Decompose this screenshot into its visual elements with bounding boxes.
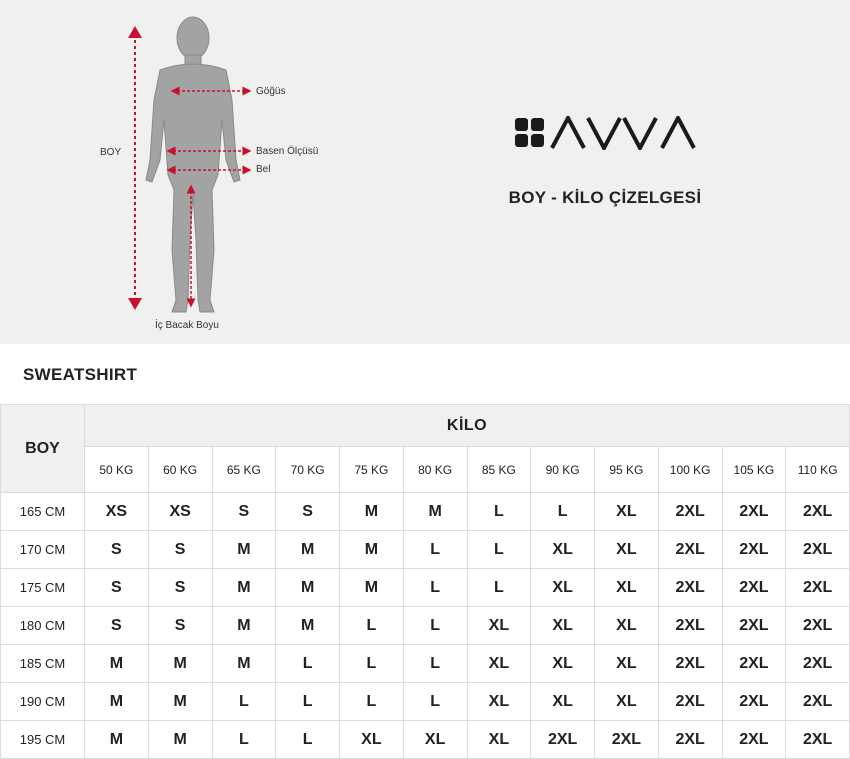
size-cell: XL (531, 531, 595, 569)
size-cell: M (212, 645, 276, 683)
size-cell: XL (595, 683, 659, 721)
size-cell: S (85, 531, 149, 569)
height-cell: 180 CM (1, 607, 85, 645)
size-cell: 2XL (531, 721, 595, 759)
size-cell: XL (467, 721, 531, 759)
size-cell: M (276, 607, 340, 645)
size-cell: M (340, 493, 404, 531)
weight-header: 70 KG (276, 447, 340, 493)
height-cell: 190 CM (1, 683, 85, 721)
table-row (1, 607, 850, 645)
size-cell: S (276, 493, 340, 531)
size-cell: XS (85, 493, 149, 531)
size-cell: L (403, 683, 467, 721)
weight-header: 75 KG (340, 447, 404, 493)
weight-header: 110 KG (786, 447, 850, 493)
size-cell: XL (595, 645, 659, 683)
label-basen: Basen Ölçüsü (256, 146, 319, 157)
size-cell: M (148, 683, 212, 721)
size-cell: 2XL (658, 607, 722, 645)
weight-header: 95 KG (595, 447, 659, 493)
size-cell: 2XL (786, 531, 850, 569)
size-cell: L (403, 531, 467, 569)
size-cell: 2XL (786, 493, 850, 531)
size-cell: XL (595, 531, 659, 569)
size-cell: M (276, 531, 340, 569)
size-cell: L (531, 493, 595, 531)
body-figure-illustration (0, 0, 400, 344)
size-cell: S (85, 607, 149, 645)
chart-title: BOY - KİLO ÇİZELGESİ (508, 188, 702, 207)
size-cell: XL (595, 607, 659, 645)
size-cell: 2XL (786, 721, 850, 759)
size-cell: M (212, 607, 276, 645)
size-cell: M (212, 569, 276, 607)
size-cell: 2XL (786, 683, 850, 721)
size-cell: M (403, 493, 467, 531)
size-cell: 2XL (658, 531, 722, 569)
size-cell: S (212, 493, 276, 531)
brand-wordmark (550, 116, 700, 150)
brand-logo (500, 110, 720, 160)
height-cell: 175 CM (1, 569, 85, 607)
table-row (1, 493, 850, 531)
label-ic-bacak: İç Bacak Boyu (155, 320, 219, 331)
size-cell: M (340, 531, 404, 569)
size-cell: 2XL (658, 569, 722, 607)
size-cell: M (276, 569, 340, 607)
size-cell: XL (467, 607, 531, 645)
size-cell: XL (531, 569, 595, 607)
weight-header: 90 KG (531, 447, 595, 493)
weight-header-row (1, 447, 850, 493)
size-cell: 2XL (658, 493, 722, 531)
size-cell: L (467, 531, 531, 569)
size-cell: XL (403, 721, 467, 759)
size-cell: L (340, 683, 404, 721)
size-cell: 2XL (722, 531, 786, 569)
size-cell: XL (467, 645, 531, 683)
table-row (1, 569, 850, 607)
size-cell: XL (531, 645, 595, 683)
size-cell: L (276, 683, 340, 721)
height-cell: 185 CM (1, 645, 85, 683)
size-cell: 2XL (722, 607, 786, 645)
size-cell: XL (531, 607, 595, 645)
label-bel: Bel (256, 164, 271, 175)
size-cell: S (148, 531, 212, 569)
table-row (1, 683, 850, 721)
size-cell: 2XL (786, 607, 850, 645)
table-row (1, 645, 850, 683)
size-cell: M (85, 721, 149, 759)
weight-header: 65 KG (212, 447, 276, 493)
size-cell: 2XL (786, 645, 850, 683)
weight-header: 100 KG (658, 447, 722, 493)
size-cell: XL (531, 683, 595, 721)
size-cell: L (403, 569, 467, 607)
size-cell: L (467, 493, 531, 531)
label-boy: BOY (100, 147, 122, 158)
table-row (1, 721, 850, 759)
size-cell: M (85, 683, 149, 721)
weight-header: 85 KG (467, 447, 531, 493)
size-cell: 2XL (786, 569, 850, 607)
size-table-body (1, 493, 850, 759)
size-cell: 2XL (722, 683, 786, 721)
size-cell: XL (340, 721, 404, 759)
four-squares-logo-icon (515, 118, 545, 148)
table-row (1, 531, 850, 569)
weight-header: 105 KG (722, 447, 786, 493)
row-header-boy: BOY (1, 405, 85, 493)
size-cell: 2XL (722, 721, 786, 759)
col-group-header-kilo: KİLO (85, 405, 850, 447)
weight-header: 60 KG (148, 447, 212, 493)
size-cell: L (212, 683, 276, 721)
size-cell: M (148, 645, 212, 683)
size-cell: M (148, 721, 212, 759)
size-cell: L (212, 721, 276, 759)
measurement-panel (0, 0, 850, 344)
size-cell: XL (595, 569, 659, 607)
size-cell: L (467, 569, 531, 607)
height-cell: 165 CM (1, 493, 85, 531)
size-cell: L (276, 721, 340, 759)
weight-header: 50 KG (85, 447, 149, 493)
size-cell: L (340, 607, 404, 645)
size-cell: XL (595, 493, 659, 531)
label-gogus: Göğüs (256, 86, 286, 97)
section-title: SWEATSHIRT (23, 365, 138, 384)
size-chart-table (0, 404, 850, 759)
size-cell: L (403, 645, 467, 683)
size-cell: XL (467, 683, 531, 721)
size-cell: L (403, 607, 467, 645)
size-cell: M (212, 531, 276, 569)
size-cell: S (148, 569, 212, 607)
size-cell: 2XL (722, 645, 786, 683)
size-cell: 2XL (722, 569, 786, 607)
human-silhouette-icon (146, 17, 240, 312)
size-cell: M (340, 569, 404, 607)
height-cell: 170 CM (1, 531, 85, 569)
size-cell: L (276, 645, 340, 683)
size-cell: 2XL (722, 493, 786, 531)
size-cell: 2XL (595, 721, 659, 759)
size-cell: 2XL (658, 645, 722, 683)
height-cell: 195 CM (1, 721, 85, 759)
table-header-row (1, 405, 850, 447)
size-cell: 2XL (658, 721, 722, 759)
size-cell: XS (148, 493, 212, 531)
size-cell: 2XL (658, 683, 722, 721)
size-cell: L (340, 645, 404, 683)
size-cell: S (85, 569, 149, 607)
size-cell: S (148, 607, 212, 645)
size-cell: M (85, 645, 149, 683)
weight-header: 80 KG (403, 447, 467, 493)
